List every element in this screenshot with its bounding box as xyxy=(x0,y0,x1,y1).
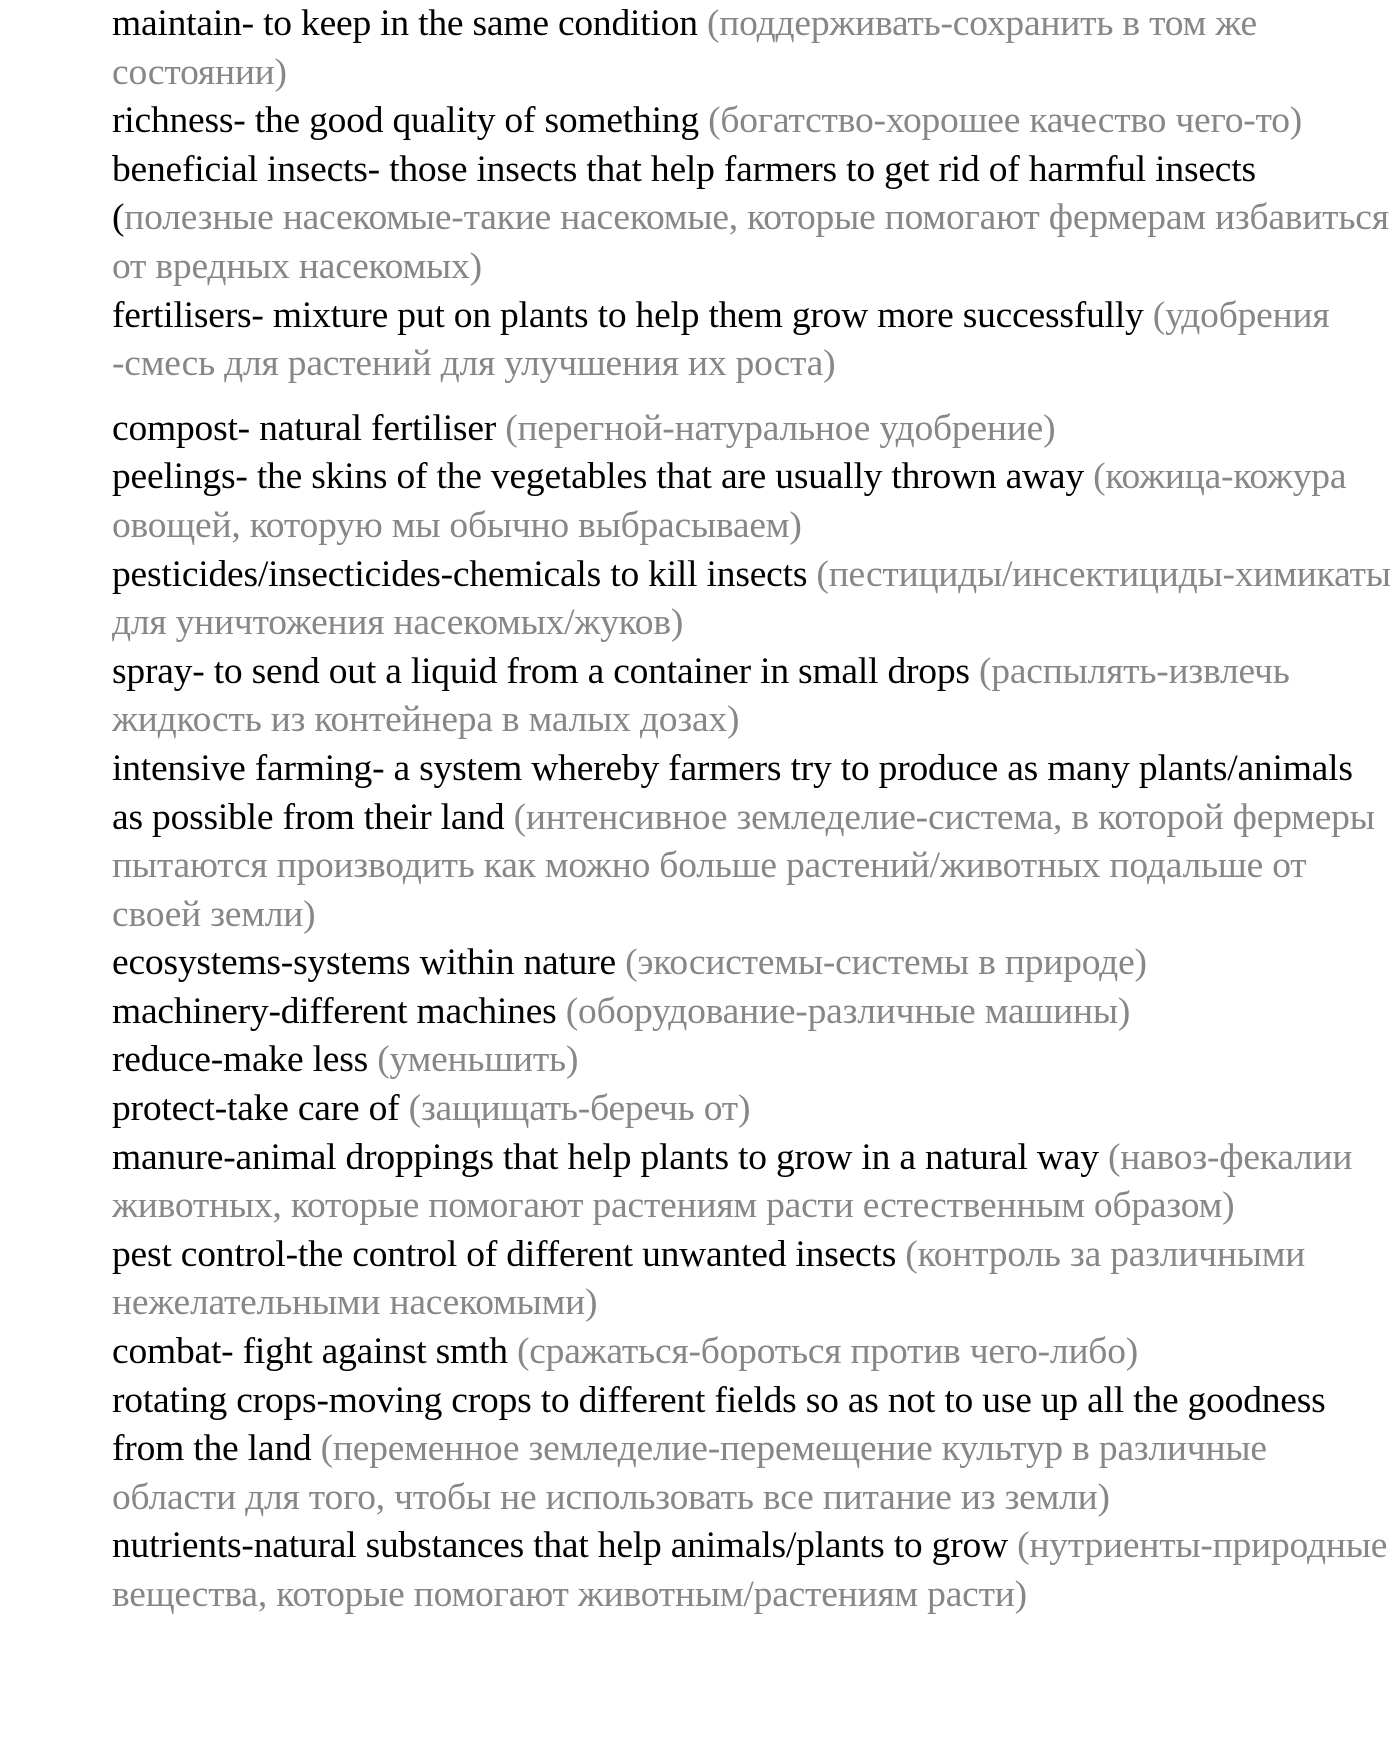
english-definition: peelings- the skins of the vegetables that are usually thrown away xyxy=(112,456,1084,498)
vocab-entry-ecosystems xyxy=(112,939,1392,988)
vocab-entry-pest-control xyxy=(112,1231,1392,1328)
russian-translation: (оборудование-различные машины) xyxy=(565,990,1131,1032)
russian-translation: (навоз-фекалии животных, которые помогают растениям расти естественным образом) xyxy=(112,1136,1353,1227)
russian-translation: (контроль за различными нежелательными насекомыми) xyxy=(112,1233,1306,1324)
english-definition: maintain- to keep in the same condition xyxy=(112,3,698,44)
vocab-entry-machinery xyxy=(112,988,1392,1037)
russian-translation: (поддерживать-сохранить в том же состоянии) xyxy=(112,3,1257,93)
russian-translation: (уменьшить) xyxy=(377,1039,579,1081)
english-definition: nutrients-natural substances that help animals/plants to grow xyxy=(112,1525,1008,1567)
english-definition: ecosystems-systems within nature xyxy=(112,942,616,984)
vocab-entry-pesticides xyxy=(112,551,1392,648)
russian-translation: (сражаться-бороться против чего-либо) xyxy=(516,1331,1139,1373)
english-definition: spray- to send out a liquid from a container in small drops xyxy=(112,650,970,692)
russian-translation: (переменное земледелие-перемещение культур в различные области для того, чтобы не использовать все питание из земли) xyxy=(112,1428,1267,1518)
english-definition: reduce-make less xyxy=(112,1039,369,1081)
russian-translation: полезные насекомые-такие насекомые, которые помогают фермерам избавиться от вредных насекомых) xyxy=(112,197,1389,287)
vocab-entry-maintain xyxy=(112,0,1392,97)
english-definition: protect-take care of xyxy=(112,1088,400,1130)
english-definition: rotating crops-moving crops to different fields so as not to use up all the goodness from the land xyxy=(112,1379,1326,1470)
vocab-entry-intensive-farming xyxy=(112,745,1392,939)
english-definition: machinery-different machines xyxy=(112,990,557,1032)
vocab-entry-richness xyxy=(112,97,1392,146)
vocab-entry-spray xyxy=(112,648,1392,745)
vocab-entry-peelings xyxy=(112,453,1392,550)
english-definition: combat- fight against smth xyxy=(112,1331,508,1373)
english-definition: manure-animal droppings that help plants to grow in a natural way xyxy=(112,1136,1099,1178)
russian-translation: (интенсивное земледелие-система, в которой фермеры пытаются производить как можно больше растений/животных подальше от своей земли) xyxy=(112,796,1375,935)
russian-translation: (защищать-беречь от) xyxy=(408,1088,751,1130)
vocab-entry-protect xyxy=(112,1085,1392,1134)
russian-translation: (кожица-кожура овощей, которую мы обычно выбрасываем) xyxy=(112,456,1347,546)
russian-translation: (распылять-извлечь жидкость из контейнера в малых дозах) xyxy=(112,650,1290,741)
vocab-entry-nutrients xyxy=(112,1522,1392,1619)
english-definition: intensive farming- a system whereby farmers try to produce as many plants/animals as possible from their land xyxy=(112,747,1353,838)
english-definition: pesticides/insecticides-chemicals to kill insects xyxy=(112,553,808,595)
vocab-entry-beneficial-insects xyxy=(112,146,1392,292)
vocab-entry-fertilisers xyxy=(112,292,1392,389)
vocab-entry-combat xyxy=(112,1328,1392,1377)
russian-translation: (нутриенты-природные вещества, которые помогают животным/растениям расти) xyxy=(112,1525,1388,1615)
vocab-entry-manure xyxy=(112,1134,1392,1231)
vocab-entry-compost xyxy=(112,405,1392,454)
english-definition: beneficial insects- those insects that help farmers to get rid of harmful insects ( xyxy=(112,148,1256,239)
vocab-entry-reduce xyxy=(112,1036,1392,1085)
vocabulary-page xyxy=(112,0,1392,1620)
english-definition: richness- the good quality of something xyxy=(112,100,699,142)
english-definition: compost- natural fertiliser xyxy=(112,407,497,449)
russian-translation: (пестициды/инсектициды-химикаты для уничтожения насекомых/жуков) xyxy=(112,553,1391,644)
russian-translation: (удобрения -смесь для растений для улучшения их роста) xyxy=(112,294,1330,385)
vocab-entry-rotating-crops xyxy=(112,1377,1392,1523)
english-definition: pest control-the control of different unwanted insects xyxy=(112,1233,897,1275)
english-definition: fertilisers- mixture put on plants to help them grow more successfully xyxy=(112,294,1144,336)
russian-translation: (перегной-натуральное удобрение) xyxy=(505,407,1056,449)
russian-translation: (богатство-хорошее качество чего-то) xyxy=(708,100,1303,142)
russian-translation: (экосистемы-системы в природе) xyxy=(625,942,1147,984)
